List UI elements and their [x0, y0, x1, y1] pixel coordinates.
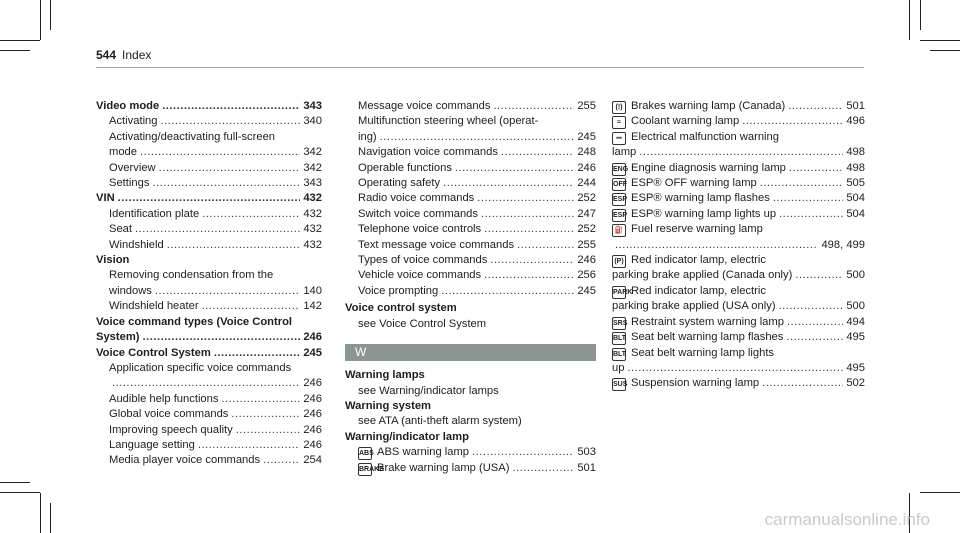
entry-page: 254	[303, 454, 322, 467]
dot-leader	[477, 191, 574, 206]
index-entry[interactable]	[612, 176, 865, 191]
index-entry[interactable]	[345, 176, 596, 191]
index-column-2	[345, 99, 596, 476]
dot-leader	[779, 299, 844, 314]
index-entry[interactable]	[96, 438, 322, 453]
crop-mark	[50, 503, 51, 533]
index-entry[interactable]	[345, 145, 596, 160]
entry-page: 244	[577, 177, 596, 190]
dot-leader	[760, 176, 844, 191]
crop-mark	[0, 40, 40, 41]
entry-text: ing)	[358, 130, 377, 143]
dot-leader	[221, 392, 300, 407]
index-entry[interactable]	[612, 207, 865, 222]
page-header	[96, 48, 151, 62]
dot-leader	[795, 268, 843, 283]
entry-page: 494	[846, 315, 865, 328]
entry-text: ABS warning lamp	[377, 446, 470, 459]
index-entry[interactable]	[96, 423, 322, 438]
index-entry[interactable]	[96, 453, 322, 468]
index-entry[interactable]	[345, 253, 596, 268]
entry-page: 140	[303, 284, 322, 297]
entry-text: Removing condensation from the	[109, 269, 274, 282]
crop-mark	[0, 492, 40, 493]
index-entry[interactable]	[612, 145, 865, 160]
index-entry[interactable]	[612, 330, 865, 345]
entry-page: 142	[303, 300, 322, 313]
entry-text: Global voice commands	[109, 408, 229, 421]
entry-page: 246	[577, 161, 596, 174]
dot-leader	[786, 330, 843, 345]
page-number: 544	[96, 48, 117, 62]
entry-page: 496	[846, 115, 865, 128]
dot-leader	[773, 191, 844, 206]
index-entry[interactable]	[612, 315, 865, 330]
index-entry[interactable]	[345, 207, 596, 222]
dot-leader	[441, 284, 574, 299]
dot-leader	[135, 222, 300, 237]
index-entry[interactable]	[96, 114, 322, 129]
entry-page: 256	[577, 269, 596, 282]
index-entry[interactable]	[96, 99, 322, 114]
watermark: carmanualsonline.info	[764, 510, 930, 529]
header-divider	[96, 67, 864, 68]
index-entry[interactable]	[96, 284, 322, 299]
entry-text: ESP® warning lamp flashes	[631, 192, 770, 205]
dot-leader	[455, 161, 574, 176]
index-entry[interactable]	[96, 176, 322, 191]
entry-page: 255	[577, 238, 596, 251]
index-entry[interactable]	[96, 161, 322, 176]
crop-mark	[920, 40, 960, 41]
entry-page: 432	[303, 192, 322, 205]
entry-page: 502	[846, 377, 865, 390]
entry-text: Red indicator lamp, electric	[631, 254, 766, 267]
warning-lamp-icon: ENG	[612, 163, 626, 176]
entry-page: 340	[303, 115, 322, 128]
dot-leader	[140, 145, 300, 160]
entry-text: Fuel reserve warning lamp	[631, 223, 763, 236]
dot-leader	[162, 99, 300, 114]
entry-page: 500	[846, 300, 865, 313]
index-entry[interactable]	[96, 315, 322, 330]
entry-text: Video mode	[96, 100, 160, 112]
entry-text: Seat	[109, 223, 133, 236]
dot-leader	[380, 130, 575, 145]
dot-leader	[788, 99, 843, 114]
entry-text: Text message voice commands	[358, 238, 515, 251]
index-entry[interactable]	[612, 346, 865, 361]
entry-text: Seat belt warning lamp lights	[631, 346, 775, 359]
index-entry[interactable]	[612, 238, 865, 253]
warning-lamp-icon: ≈	[612, 116, 626, 129]
dot-leader	[472, 445, 574, 460]
dot-leader	[118, 191, 301, 206]
index-entry[interactable]	[96, 268, 322, 283]
dot-leader	[263, 453, 300, 468]
entry-text: Identification plate	[109, 207, 200, 220]
dot-leader	[202, 207, 300, 222]
index-entry[interactable]	[612, 268, 865, 283]
entry-text: Brakes warning lamp (Canada)	[631, 100, 786, 112]
index-entry[interactable]	[96, 145, 322, 160]
index-entry[interactable]	[96, 222, 322, 237]
entry-text: Brake warning lamp (USA)	[377, 461, 510, 474]
entry-text: Voice Control System	[96, 346, 211, 359]
entry-text: Red indicator lamp, electric	[631, 284, 766, 297]
entry-page: 252	[577, 223, 596, 236]
dot-leader	[779, 207, 843, 222]
index-entry[interactable]	[612, 299, 865, 314]
index-entry[interactable]	[96, 207, 322, 222]
entry-page: 504	[846, 192, 865, 205]
index-entry[interactable]	[345, 238, 596, 253]
entry-text: Audible help functions	[109, 392, 219, 405]
dot-leader	[231, 407, 300, 422]
entry-text: Activating	[109, 115, 158, 128]
index-entry[interactable]	[96, 330, 322, 345]
crop-mark	[0, 50, 30, 51]
entry-page: 245	[303, 346, 322, 359]
index-entry[interactable]	[612, 161, 865, 176]
crop-mark	[930, 50, 960, 51]
entry-page: 504	[846, 207, 865, 220]
entry-page: 432	[303, 223, 322, 236]
entry-page: 501	[577, 461, 596, 474]
entry-page: 246	[303, 392, 322, 405]
entry-text: Voice command types (Voice Control	[96, 315, 293, 328]
index-entry[interactable]	[345, 130, 596, 145]
entry-page: 342	[303, 146, 322, 159]
warning-lamp-icon: OFF	[612, 178, 626, 191]
index-entry[interactable]	[96, 130, 322, 145]
entry-page: 500	[846, 269, 865, 282]
entry-text: Operating safety	[358, 177, 441, 190]
see-reference[interactable]: see Voice Control System	[358, 317, 487, 330]
entry-page: 247	[577, 207, 596, 220]
entry-page: 245	[577, 284, 596, 297]
dot-leader	[167, 238, 301, 253]
entry-page: 255	[577, 100, 596, 112]
dot-leader	[484, 268, 574, 283]
index-entry[interactable]	[612, 284, 865, 299]
index-entry[interactable]	[96, 361, 322, 376]
entry-page: 252	[577, 192, 596, 205]
entry-page: 245	[577, 130, 596, 143]
entry-text: up	[612, 361, 625, 374]
dot-leader	[214, 346, 301, 361]
entry-text: System)	[96, 331, 140, 344]
index-column-1	[96, 99, 322, 469]
crop-mark	[40, 493, 41, 533]
entry-page: 432	[303, 207, 322, 220]
entry-page: 246	[303, 423, 322, 436]
entry-page: 246	[303, 408, 322, 421]
dot-leader	[236, 423, 301, 438]
index-entry[interactable]	[612, 253, 865, 268]
index-entry[interactable]	[612, 191, 865, 206]
entry-text: Windshield heater	[109, 300, 199, 313]
entry-text: lamp	[612, 146, 637, 159]
index-entry[interactable]	[345, 99, 596, 114]
dot-leader	[639, 145, 843, 160]
warning-lamp-icon: BLT	[612, 332, 626, 345]
entry-page: 495	[846, 331, 865, 344]
dot-leader	[481, 207, 574, 222]
index-entry[interactable]	[612, 114, 865, 129]
entry-page: 503	[577, 446, 596, 459]
warning-lamp-icon: SUS	[612, 378, 626, 391]
entry-text: Message voice commands	[358, 100, 491, 112]
entry-text: Windshield	[109, 238, 164, 251]
warning-lamp-icon: ⎓	[612, 132, 626, 145]
warning-lamp-icon: BRAKE	[358, 463, 372, 476]
section-letter: W	[355, 345, 367, 360]
entry-page: 495	[846, 361, 865, 374]
entry-page: 246	[303, 438, 322, 451]
dot-leader	[615, 238, 818, 253]
entry-text: Improving speech quality	[109, 423, 233, 436]
index-entry[interactable]	[345, 461, 596, 476]
entry-page: 246	[577, 254, 596, 267]
entry-page: 343	[303, 177, 322, 190]
index-entry[interactable]	[612, 130, 865, 145]
index-entry[interactable]	[612, 376, 865, 391]
index-entry[interactable]	[612, 361, 865, 376]
entry-text: Vehicle voice commands	[358, 269, 482, 282]
dot-leader	[484, 222, 574, 237]
dot-leader	[159, 161, 301, 176]
entry-text: Language setting	[109, 438, 195, 451]
dot-leader	[742, 114, 843, 129]
index-entry[interactable]	[96, 191, 322, 206]
crop-mark	[40, 0, 41, 40]
index-heading: Warning lamps	[345, 369, 425, 382]
entry-text: Overview	[109, 161, 156, 174]
warning-lamp-icon: BLT	[612, 348, 626, 361]
index-entry[interactable]	[96, 238, 322, 253]
index-entry[interactable]	[96, 253, 322, 268]
entry-text: mode	[109, 146, 137, 159]
entry-page: 501	[846, 100, 865, 112]
dot-leader	[762, 376, 843, 391]
entry-page: 432	[303, 238, 322, 251]
warning-lamp-icon: ⛽	[612, 224, 626, 237]
entry-text: Activating/deactivating full-screen	[109, 130, 276, 143]
index-heading: Warning system	[345, 399, 431, 412]
warning-lamp-icon: ABS	[358, 447, 372, 460]
section-letter-header	[345, 344, 596, 361]
entry-text: Multifunction steering wheel (operat-	[358, 115, 539, 128]
warning-lamp-icon: ESP	[612, 193, 626, 206]
index-heading: Warning/indicator lamp	[345, 430, 469, 443]
dot-leader	[512, 461, 574, 476]
dot-leader	[152, 176, 300, 191]
see-reference[interactable]: see Warning/indicator lamps	[358, 384, 499, 397]
warning-lamp-icon: SRS	[612, 317, 626, 330]
index-entry[interactable]	[345, 161, 596, 176]
entry-text: ESP® warning lamp lights up	[631, 207, 777, 220]
entry-text: Navigation voice commands	[358, 146, 498, 159]
warning-lamp-icon: ESP	[612, 209, 626, 222]
entry-page: 342	[303, 161, 322, 174]
entry-text: Coolant warning lamp	[631, 115, 740, 128]
entry-text: windows	[109, 284, 152, 297]
entry-page: 246	[303, 377, 322, 390]
dot-leader	[493, 99, 574, 114]
entry-page: 505	[846, 177, 865, 190]
index-entry[interactable]	[96, 407, 322, 422]
crop-mark	[920, 0, 921, 30]
index-entry[interactable]	[612, 99, 865, 114]
entry-text: VIN	[96, 192, 115, 205]
entry-page: 248	[577, 146, 596, 159]
crop-mark	[50, 0, 51, 30]
entry-page: 498	[846, 161, 865, 174]
dot-leader	[490, 253, 574, 268]
dot-leader	[789, 161, 843, 176]
page-title: Index	[122, 48, 152, 62]
dot-leader	[198, 438, 300, 453]
index-entry[interactable]	[345, 191, 596, 206]
entry-text: parking brake applied (USA only)	[612, 300, 776, 313]
crop-mark	[909, 0, 910, 40]
entry-text: Voice prompting	[358, 284, 439, 297]
entry-text: Electrical malfunction warning	[631, 130, 779, 143]
dot-leader	[143, 330, 301, 345]
dot-leader	[202, 299, 301, 314]
entry-page: 498	[846, 146, 865, 159]
entry-text: Suspension warning lamp	[631, 377, 760, 390]
dot-leader	[787, 315, 843, 330]
index-entry[interactable]	[612, 222, 865, 237]
index-entry[interactable]	[96, 346, 322, 361]
index-column-3	[612, 99, 865, 392]
dot-leader	[501, 145, 574, 160]
entry-text: ESP® OFF warning lamp	[631, 177, 757, 190]
dot-leader	[443, 176, 574, 191]
index-entry[interactable]	[345, 268, 596, 283]
dot-leader	[112, 376, 300, 391]
index-heading: Voice control system	[345, 302, 457, 315]
entry-text: Telephone voice controls	[358, 223, 482, 236]
entry-text: Media player voice commands	[109, 454, 261, 467]
entry-text: Seat belt warning lamp flashes	[631, 331, 784, 344]
crop-mark	[920, 492, 960, 493]
index-entry[interactable]	[345, 222, 596, 237]
dot-leader	[161, 114, 301, 129]
index-entry[interactable]	[96, 392, 322, 407]
entry-text: Vision	[96, 254, 130, 267]
crop-mark	[0, 482, 30, 483]
entry-text: Application specific voice commands	[109, 361, 292, 374]
see-reference[interactable]: see ATA (anti-theft alarm system)	[358, 415, 522, 428]
entry-page: 343	[303, 100, 322, 112]
warning-lamp-icon: (!)	[612, 101, 626, 114]
entry-text: Switch voice commands	[358, 207, 478, 220]
index-entry[interactable]	[345, 114, 596, 129]
dot-leader	[155, 284, 300, 299]
entry-text: Radio voice commands	[358, 192, 475, 205]
index-entry[interactable]	[96, 299, 322, 314]
entry-text: parking brake applied (Canada only)	[612, 269, 793, 282]
index-entry[interactable]	[96, 376, 322, 391]
entry-text: Engine diagnosis warning lamp	[631, 161, 786, 174]
entry-text: Operable functions	[358, 161, 452, 174]
dot-leader	[517, 238, 574, 253]
index-entry[interactable]	[345, 445, 596, 460]
dot-leader	[627, 361, 843, 376]
warning-lamp-icon: PARK	[612, 286, 626, 299]
entry-text: Types of voice commands	[358, 254, 488, 267]
index-entry[interactable]	[345, 284, 596, 299]
entry-page: 246	[303, 331, 322, 344]
entry-text: Restraint system warning lamp	[631, 315, 784, 328]
warning-lamp-icon: (P)	[612, 255, 626, 268]
entry-page: 498, 499	[821, 238, 865, 251]
entry-text: Settings	[109, 177, 150, 190]
